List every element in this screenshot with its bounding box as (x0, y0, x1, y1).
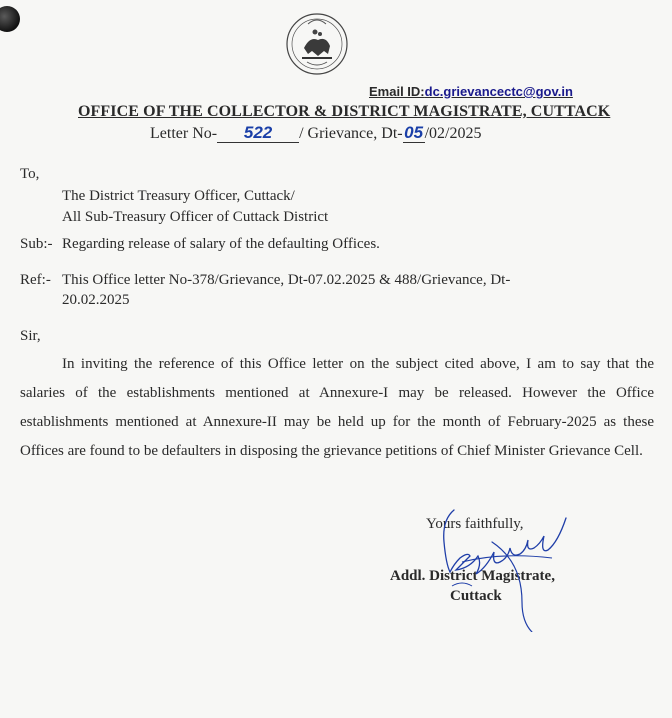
to-label: To, (20, 166, 40, 182)
letter-middle: / Grievance, Dt- (299, 125, 403, 142)
place: Cuttack (450, 588, 502, 604)
letter-day: 05 (404, 123, 424, 142)
letter-date-rest: /02/2025 (424, 125, 482, 142)
email-id (369, 84, 669, 99)
letter-number-line (150, 124, 550, 143)
letter-number: 522 (217, 124, 299, 143)
punch-hole (0, 6, 20, 32)
subject-label: Sub:- (20, 236, 53, 252)
office-title: OFFICE OF THE COLLECTOR & DISTRICT MAGISTRATE, CUTTACK (78, 103, 611, 120)
reference-line-1: This Office letter No-378/Grievance, Dt-07.02.2025 & 488/Grievance, Dt- (62, 272, 511, 288)
letter-prefix: Letter No- (150, 125, 218, 142)
recipient-line-1: The District Treasury Officer, Cuttack/ (62, 188, 295, 204)
email-label: Email ID: (369, 84, 425, 99)
subject-text: Regarding release of salary of the defaulting Offices. (62, 236, 380, 252)
body-paragraph: In inviting the reference of this Office letter on the subject cited above, I am to say that the salaries of the establishments mentioned at Annexure-I may be released. However the Office establishments mentioned at Annexure-II may be held up for the month of February-2025 as these Offices are found to be defaulters in disposing the grievance petitions of Chief Minister Grievance Cell. (20, 356, 654, 459)
email-value[interactable]: dc.grievancectc@gov.in (424, 84, 573, 99)
reference-label: Ref:- (20, 272, 51, 288)
handwritten-signature (392, 482, 612, 632)
reference-line-2: 20.02.2025 (62, 292, 130, 308)
sign-off: Yours faithfully, (426, 516, 524, 532)
designation: Addl. District Magistrate, (390, 568, 555, 584)
odisha-emblem-seal (282, 4, 352, 84)
recipient-line-2: All Sub-Treasury Officer of Cuttack District (62, 209, 329, 225)
salutation: Sir, (20, 328, 41, 344)
